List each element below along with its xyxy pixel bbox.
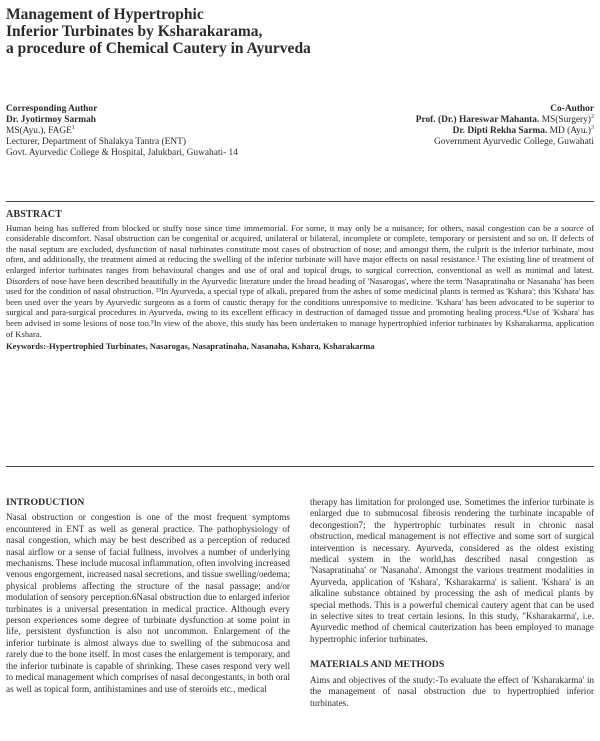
introduction-heading: INTRODUCTION [6, 497, 85, 508]
title-line-3: a procedure of Chemical Cautery in Ayurveda [6, 40, 311, 57]
co-author-2-degree: MD (Ayu.) [549, 126, 591, 136]
abstract-text: Human being has suffered from blocked or stuffy nose since time immemorial. For some, it may only be a nuisance; for others, nasal congestion can be a source of considerable discomfort. Nasal obstruction can be congenital or acquired, unilateral or bilateral, incomplete or complete, temporary or persistent and so on. If defects of the nasal septum are excluded, dysfunction of nasal turbinates constitute most cases of obstruction of nose; and amongst them, the culprit is the inferior turbinate, most often, and additionally, the treatment aimed at reducing the swelling of the inferior turbinate will have major effects on nasal resistance.¹ The existing line of treatment of enlarged inferior turbinates ranges from behavioural changes and use of oral and topical drugs, to surgical correction, conventional as well as minimal and latest. Disorders of nose have been described beautifully in the Ayurvedic literature under the broad heading of 'Nasarogas', where the term 'Nasapratinaha or Nasanaha' has been used for the condition of nasal obstruction. ²³In Ayurveda, a special type of alkali, prepared from the ashes of some medicinal plants is termed as 'Kshara'; this 'Kshara' has been used over the years by Ayurvedic surgeons as a form of caustic therapy for the conditions unresponsive to medicine. 'Kshara' has been advocated to be superior to surgical and para-surgical procedures in Ayurveda, owing to its excellent efficacy in destruction of damaged tissue and promoting healing process.⁴Use of 'Kshara' has been advised in some lesions of nose too.⁵In view of the above, this study has been undertaken to manage hypertrophied inferior turbinates by Ksharakarma, application of Kshara. [6, 222, 594, 339]
co-author-1-name: Prof. (Dr.) Hareswar Mahanta. [415, 115, 540, 125]
materials-methods-text: Aims and objectives of the study:-To evaluate the effect of 'Ksharakarma' in the management of nasal obstruction due to hypertrophied inferior turbinates. [310, 674, 594, 708]
corresponding-author-name: Dr. Jyotirmoy Sarmah [6, 115, 97, 125]
title-line-1: Management of Hypertrophic [6, 6, 204, 23]
keywords: Keywords:-Hypertrophied Turbinates, Nasarogas, Nasapratinaha, Nasanaha, Kshara, Ksharakarma [6, 341, 375, 352]
right-column [310, 497, 594, 709]
co-author-label: Co-Author [550, 104, 594, 114]
corresponding-author-degrees: MS(Ayu.), FAGE [6, 126, 72, 136]
right-column-text: therapy has limitation for prolonged use. Sometimes the inferior turbinate is enlarged due to submucosal fibrosis rendering the turbinate incapable of decongestion7; the hypertrophic turbinates result in chronic nasal obstruction, medical management is not effective and some sort of surgical intervention is necessary. Ayurveda, considered as the oldest existing medical system in the world,has described nasal congestion as 'Nasapratinaha' or 'Nasanaha'. Amongst the various treatment modalities in Ayurveda, application of 'Kshara', 'Ksharakarma' is salient. 'Kshara' is an alkaline substance obtained by processing the ash of medical plants by special methods. This is a powerful chemical cautery agent that can be used in selective sites to treat certain lesions. In this study, "Ksharakarma', i.e. Ayurvedic method of chemical cauterization has been employed to manage hypertrophic inferior turbinates. [310, 497, 594, 644]
abstract-heading: ABSTRACT [6, 209, 63, 220]
corresponding-author-label: Corresponding Author [6, 104, 98, 114]
abstract-top-divider [6, 201, 594, 202]
co-author-2-line: Dr. Dipti Rekha Sarma. MD $(Ayu.)^3$ [452, 124, 594, 136]
materials-methods-heading: MATERIALS AND METHODS [310, 659, 445, 671]
co-author-block [294, 104, 594, 148]
corresponding-author-degrees-line: MS(Ayu.), FAGE$^1$ [6, 124, 75, 136]
abstract-section [6, 210, 594, 352]
title-line-2: Inferior Turbinates by Ksharakarama, [6, 23, 263, 40]
introduction-column [6, 497, 290, 695]
corresponding-author-block [6, 104, 336, 159]
corresponding-author-institution: Govt. Ayurvedic College & Hospital, Jalukbari, Guwahati- 14 [6, 148, 238, 158]
corresponding-author-position: Lecturer, Department of Shalakya Tantra (ENT) [6, 137, 186, 147]
co-author-institution: Government Ayurvedic College, Guwahati [433, 137, 594, 147]
introduction-text: Nasal obstruction or congestion is one of the most frequent symptoms encountered in ENT as well as general practice. The pathophysiology of nasal congestion, which may be best described as a perception of reduced nasal airflow or a sense of facial fullness, involves a number of underlying mechanisms. These include mucosal inflammation, often involving increased venous engorgement, increased nasal secretions, and tissue swelling/oedema; physical problems affecting the structure of the nasal passage; and/or modulation of sensory perception.6Nasal obstruction due to enlarged inferior turbinates is a universal presentation in medical practice. Although every person experiences some degree of turbinate dysfunction at some point in life, persistent dysfunction is also not uncommon. Enlargement of the inferior turbinate is almost always due to swelling of the submucosa and rarely due to the bone itself. In most cases the enlargement is temporary, and the inferior turbinate is capable of shrinking. These cases respond very well to medical management which comprises of nasal decongestants, in both oral as well as topical form, antihistamines and use of steroids etc., medical [6, 512, 290, 694]
article-title [6, 6, 466, 57]
co-author-1-degree: MS(Surgery) [541, 115, 591, 125]
abstract-bottom-divider [6, 466, 594, 467]
co-author-2-name: Dr. Dipti Rekha Sarma. [452, 126, 548, 136]
co-author-1-line: Prof. (Dr.) Hareswar Mahanta. MS(Surgery)$^2$ [415, 113, 594, 125]
